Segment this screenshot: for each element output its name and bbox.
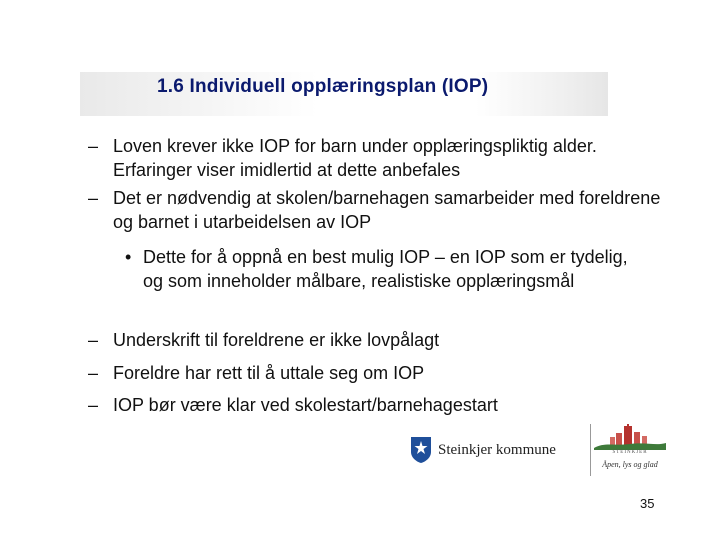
dash-marker: –: [88, 363, 99, 383]
steinkjer-label: STEINKJER: [612, 450, 648, 455]
list-item-text: Loven krever ikke IOP for barn under opplæringspliktig alder. Erfaringer viser imidlertid at dette anbefales: [113, 136, 597, 180]
list-item: [88, 393, 678, 417]
dash-marker: –: [88, 395, 99, 415]
steinkjer-logo: [594, 424, 666, 478]
list-item-text: Underskrift til foreldrene er ikke lovpålagt: [113, 330, 440, 350]
sub-list-item-text: Dette for å oppnå en best mulig IOP – en IOP som er tydelig, og som inneholder målbare, realistiske opplæringsmål: [143, 247, 628, 291]
list-item-text: Det er nødvendig at skolen/barnehagen samarbeider med foreldrene og barnet i utarbeidelsen av IOP: [113, 188, 661, 232]
page-number: 35: [640, 496, 655, 511]
kommune-logo: [410, 432, 556, 468]
list-item: [88, 134, 678, 182]
bullet-marker: •: [125, 247, 132, 267]
dash-marker: –: [88, 136, 99, 156]
list-item: [88, 328, 678, 352]
kommune-name: Steinkjer kommune: [438, 441, 556, 458]
coat-of-arms-icon: [410, 436, 432, 464]
list-item-text: IOP bør være klar ved skolestart/barnehagestart: [113, 395, 498, 415]
logo-divider: [590, 424, 591, 476]
steinkjer-slogan: Åpen, lys og glad: [602, 460, 658, 469]
list-item: [88, 361, 678, 385]
dash-marker: –: [88, 188, 99, 208]
dash-marker: –: [88, 330, 99, 350]
list-item-text: Foreldre har rett til å uttale seg om IOP: [113, 363, 425, 383]
list-item: [88, 186, 678, 234]
steinkjer-skyline-icon: [594, 424, 666, 450]
sub-list-item: [125, 245, 645, 293]
slide-title: 1.6 Individuell opplæringsplan (IOP): [157, 76, 489, 97]
